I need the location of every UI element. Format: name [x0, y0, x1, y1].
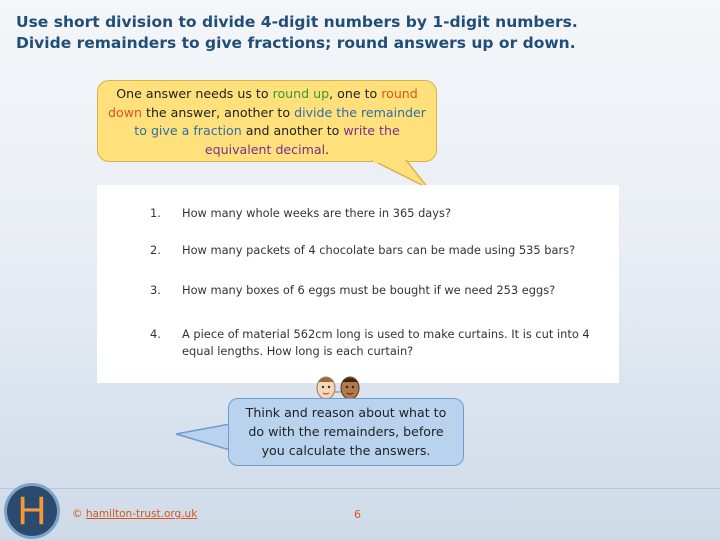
logo-letter: H	[17, 488, 47, 533]
title-line-1: Use short division to divide 4-digit numbers by 1-digit numbers.	[16, 13, 578, 31]
page-number: 6	[354, 508, 361, 521]
question-text: How many whole weeks are there in 365 days?	[182, 206, 452, 220]
question-number: 4.	[150, 327, 161, 341]
hamilton-trust-link[interactable]: hamilton-trust.org.uk	[85, 508, 198, 520]
callout-text-3: the answer, another to	[142, 104, 295, 120]
round-down-highlight: round down	[108, 86, 418, 120]
question-number: 1.	[150, 206, 161, 220]
slide-title	[16, 12, 706, 54]
callout-bottom-text: Think and reason about what to do with the remainders, before you calculate the answers.	[245, 405, 447, 458]
copyright-symbol: ©	[72, 508, 83, 520]
callout-text-2: , one to	[329, 86, 382, 101]
hamilton-logo	[4, 483, 60, 539]
callout-text-1: One answer needs us to	[116, 86, 273, 101]
copyright-notice	[72, 508, 197, 520]
title-line-2: Divide remainders to give fractions; round answers up or down.	[16, 34, 576, 52]
hint-callout-bottom	[228, 398, 464, 466]
question-panel	[97, 185, 619, 383]
divide-remainder-highlight: divide the remainder to give a fraction	[134, 104, 426, 138]
callout-text-4: and another to	[241, 123, 344, 138]
question-text: How many boxes of 6 eggs must be bought if we need 253 eggs?	[182, 283, 556, 297]
round-up-highlight: round up	[272, 86, 330, 101]
question-text: How many packets of 4 chocolate bars can be made using 535 bars?	[182, 243, 576, 257]
question-text: A piece of material 562cm long is used to make curtains. It is cut into 4 equal lengths. How long is each curtain?	[182, 327, 590, 358]
hint-callout-top	[97, 80, 437, 162]
callout-bottom-tail	[174, 420, 234, 460]
footer-divider	[0, 488, 720, 489]
callout-text-5: .	[325, 141, 330, 157]
question-number: 2.	[150, 243, 161, 257]
question-number: 3.	[150, 283, 161, 297]
decimal-highlight: write the equivalent decimal	[204, 123, 400, 157]
